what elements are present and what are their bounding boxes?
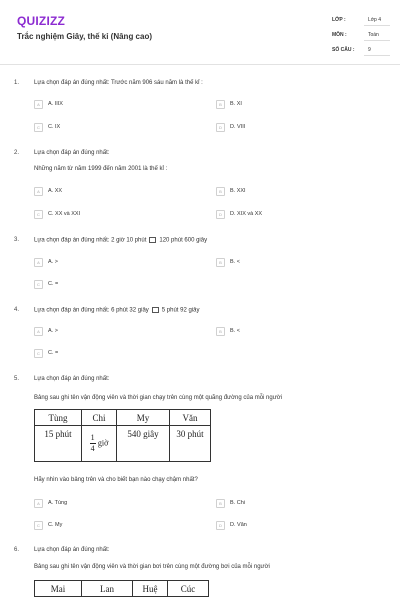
table-header-cell: Cúc <box>168 581 209 597</box>
option-text: B. XI <box>230 101 242 107</box>
option-letter-box: B <box>216 187 225 196</box>
option-text: C. My <box>48 522 63 528</box>
question-2-option-b[interactable] <box>216 186 246 196</box>
fraction <box>90 433 96 454</box>
question-5-number: 5. <box>14 376 20 382</box>
option-letter-box: C <box>34 349 43 358</box>
table-header-cell: Văn <box>170 410 211 426</box>
question-6-prompt: Lựa chọn đáp án đúng nhất: <box>34 547 110 553</box>
fraction-denominator: 4 <box>90 444 95 453</box>
option-letter-box: B <box>216 258 225 267</box>
option-text: A. > <box>48 259 58 265</box>
option-letter-box: A <box>34 187 43 196</box>
question-3-prompt-right: 120 phút 600 giây <box>159 237 208 244</box>
option-text: A. XX <box>48 188 63 194</box>
question-4-prompt-right: 5 phút 92 giây <box>161 307 200 314</box>
option-letter-box: A <box>34 258 43 267</box>
question-3-number: 3. <box>14 237 20 243</box>
question-3-prompt <box>34 237 207 244</box>
header-divider <box>0 64 400 65</box>
question-2-option-a[interactable] <box>34 186 62 196</box>
table-header-cell: Tùng <box>35 410 82 426</box>
table-header-cell: Chi <box>82 410 117 426</box>
option-text: C. IX <box>48 124 61 130</box>
question-4-option-c[interactable] <box>34 348 58 358</box>
option-letter-box: B <box>216 100 225 109</box>
question-4-prompt-left: Lựa chọn đáp án đúng nhất: 6 phút 32 giây <box>34 307 149 314</box>
question-2-option-d[interactable] <box>216 209 262 219</box>
question-3-prompt-left: Lựa chọn đáp án đúng nhất: 2 giờ 10 phút <box>34 237 147 244</box>
option-letter-box: D <box>216 210 225 219</box>
question-5-option-b[interactable] <box>216 498 245 508</box>
runners-table <box>34 409 211 462</box>
option-text: D. XIX và XX <box>230 211 263 217</box>
table-cell: 15 phút <box>35 426 82 462</box>
table-header-row <box>35 410 211 426</box>
question-5-subprompt: Bảng sau ghi tên vận động viên và thời gian chạy trên cùng một quãng đường của mỗi người <box>34 395 282 401</box>
question-1-option-d[interactable] <box>216 122 245 132</box>
table-header-cell: Lan <box>82 581 133 597</box>
option-text: A. Tùng <box>48 500 68 506</box>
option-text: A. IIIX <box>48 101 63 107</box>
question-4-option-b[interactable] <box>216 326 240 336</box>
question-1-option-b[interactable] <box>216 99 242 109</box>
question-5-option-a[interactable] <box>34 498 67 508</box>
question-5-ask: Hãy nhìn vào bảng trên và cho biết bạn nào chạy chậm nhất? <box>34 477 198 483</box>
question-1-option-c[interactable] <box>34 122 60 132</box>
question-2-number: 2. <box>14 150 20 156</box>
question-3-option-b[interactable] <box>216 257 240 267</box>
compare-box-icon <box>152 307 159 313</box>
option-text: A. > <box>48 328 58 334</box>
subject-value: Toán <box>368 32 379 38</box>
option-letter-box: A <box>34 100 43 109</box>
option-letter-box: A <box>34 499 43 508</box>
subject-underline <box>364 40 390 41</box>
option-letter-box: D <box>216 123 225 132</box>
option-letter-box: A <box>34 327 43 336</box>
question-2-subprompt: Những năm từ năm 1999 đến năm 2001 là thế kỉ : <box>34 166 168 172</box>
table-cell: 30 phút <box>170 426 211 462</box>
option-text: B. Chi <box>230 500 245 506</box>
fraction-numerator: 1 <box>90 433 95 442</box>
question-4-number: 4. <box>14 307 20 313</box>
table-header-cell: My <box>117 410 170 426</box>
class-label: LỚP : <box>332 17 346 23</box>
option-text: D. VIII <box>230 124 246 130</box>
question-1-number: 1. <box>14 80 20 86</box>
class-value: Lớp 4 <box>368 17 382 23</box>
question-3-option-c[interactable] <box>34 279 58 289</box>
table-row <box>35 426 211 462</box>
question-5-option-d[interactable] <box>216 520 247 530</box>
question-1-option-a[interactable] <box>34 99 63 109</box>
subject-label: MÔN : <box>332 32 347 38</box>
table-cell-fraction <box>82 426 117 462</box>
question-5-option-c[interactable] <box>34 520 62 530</box>
option-letter-box: D <box>216 521 225 530</box>
option-text: B. < <box>230 259 240 265</box>
swimmers-table <box>34 580 209 597</box>
question-4-prompt <box>34 307 199 314</box>
class-underline <box>364 25 390 26</box>
question-count-value: 9 <box>368 47 371 53</box>
question-count-label: SỐ CÂU : <box>332 47 355 53</box>
table-header-cell: Huệ <box>133 581 168 597</box>
quizizz-logo: QUIZIZZ <box>17 14 66 28</box>
option-text: D. Văn <box>230 522 247 528</box>
table-header-row <box>35 581 209 597</box>
question-3-option-a[interactable] <box>34 257 58 267</box>
option-text: C. = <box>48 350 59 356</box>
table-header-cell: Mai <box>35 581 82 597</box>
question-count-underline <box>364 55 390 56</box>
option-letter-box: B <box>216 499 225 508</box>
compare-box-icon <box>149 237 156 243</box>
fraction-unit: giờ <box>97 438 109 448</box>
option-letter-box: C <box>34 210 43 219</box>
question-5-prompt: Lựa chọn đáp án đúng nhất: <box>34 376 110 382</box>
option-text: C. = <box>48 281 59 287</box>
table-cell: 540 giây <box>117 426 170 462</box>
question-4-option-a[interactable] <box>34 326 58 336</box>
question-2-prompt: Lựa chọn đáp án đúng nhất: <box>34 150 110 156</box>
worksheet-title: Trắc nghiệm Giây, thế kỉ (Nâng cao) <box>17 32 152 41</box>
question-6-subprompt: Bảng sau ghi tên vận động viên và thời gian bơi trên cùng một đường bơi của mỗi người <box>34 564 270 570</box>
option-letter-box: C <box>34 280 43 289</box>
question-6-number: 6. <box>14 547 20 553</box>
option-letter-box: C <box>34 521 43 530</box>
option-text: C. XX và XXI <box>48 211 81 217</box>
question-1-prompt: Lựa chọn đáp án đúng nhất: Trước năm 906 sáu năm là thế kỉ : <box>34 80 203 86</box>
question-2-option-c[interactable] <box>34 209 80 219</box>
option-letter-box: C <box>34 123 43 132</box>
option-text: B. < <box>230 328 240 334</box>
option-letter-box: B <box>216 327 225 336</box>
worksheet-header <box>0 0 400 60</box>
option-text: B. XXI <box>230 188 246 194</box>
